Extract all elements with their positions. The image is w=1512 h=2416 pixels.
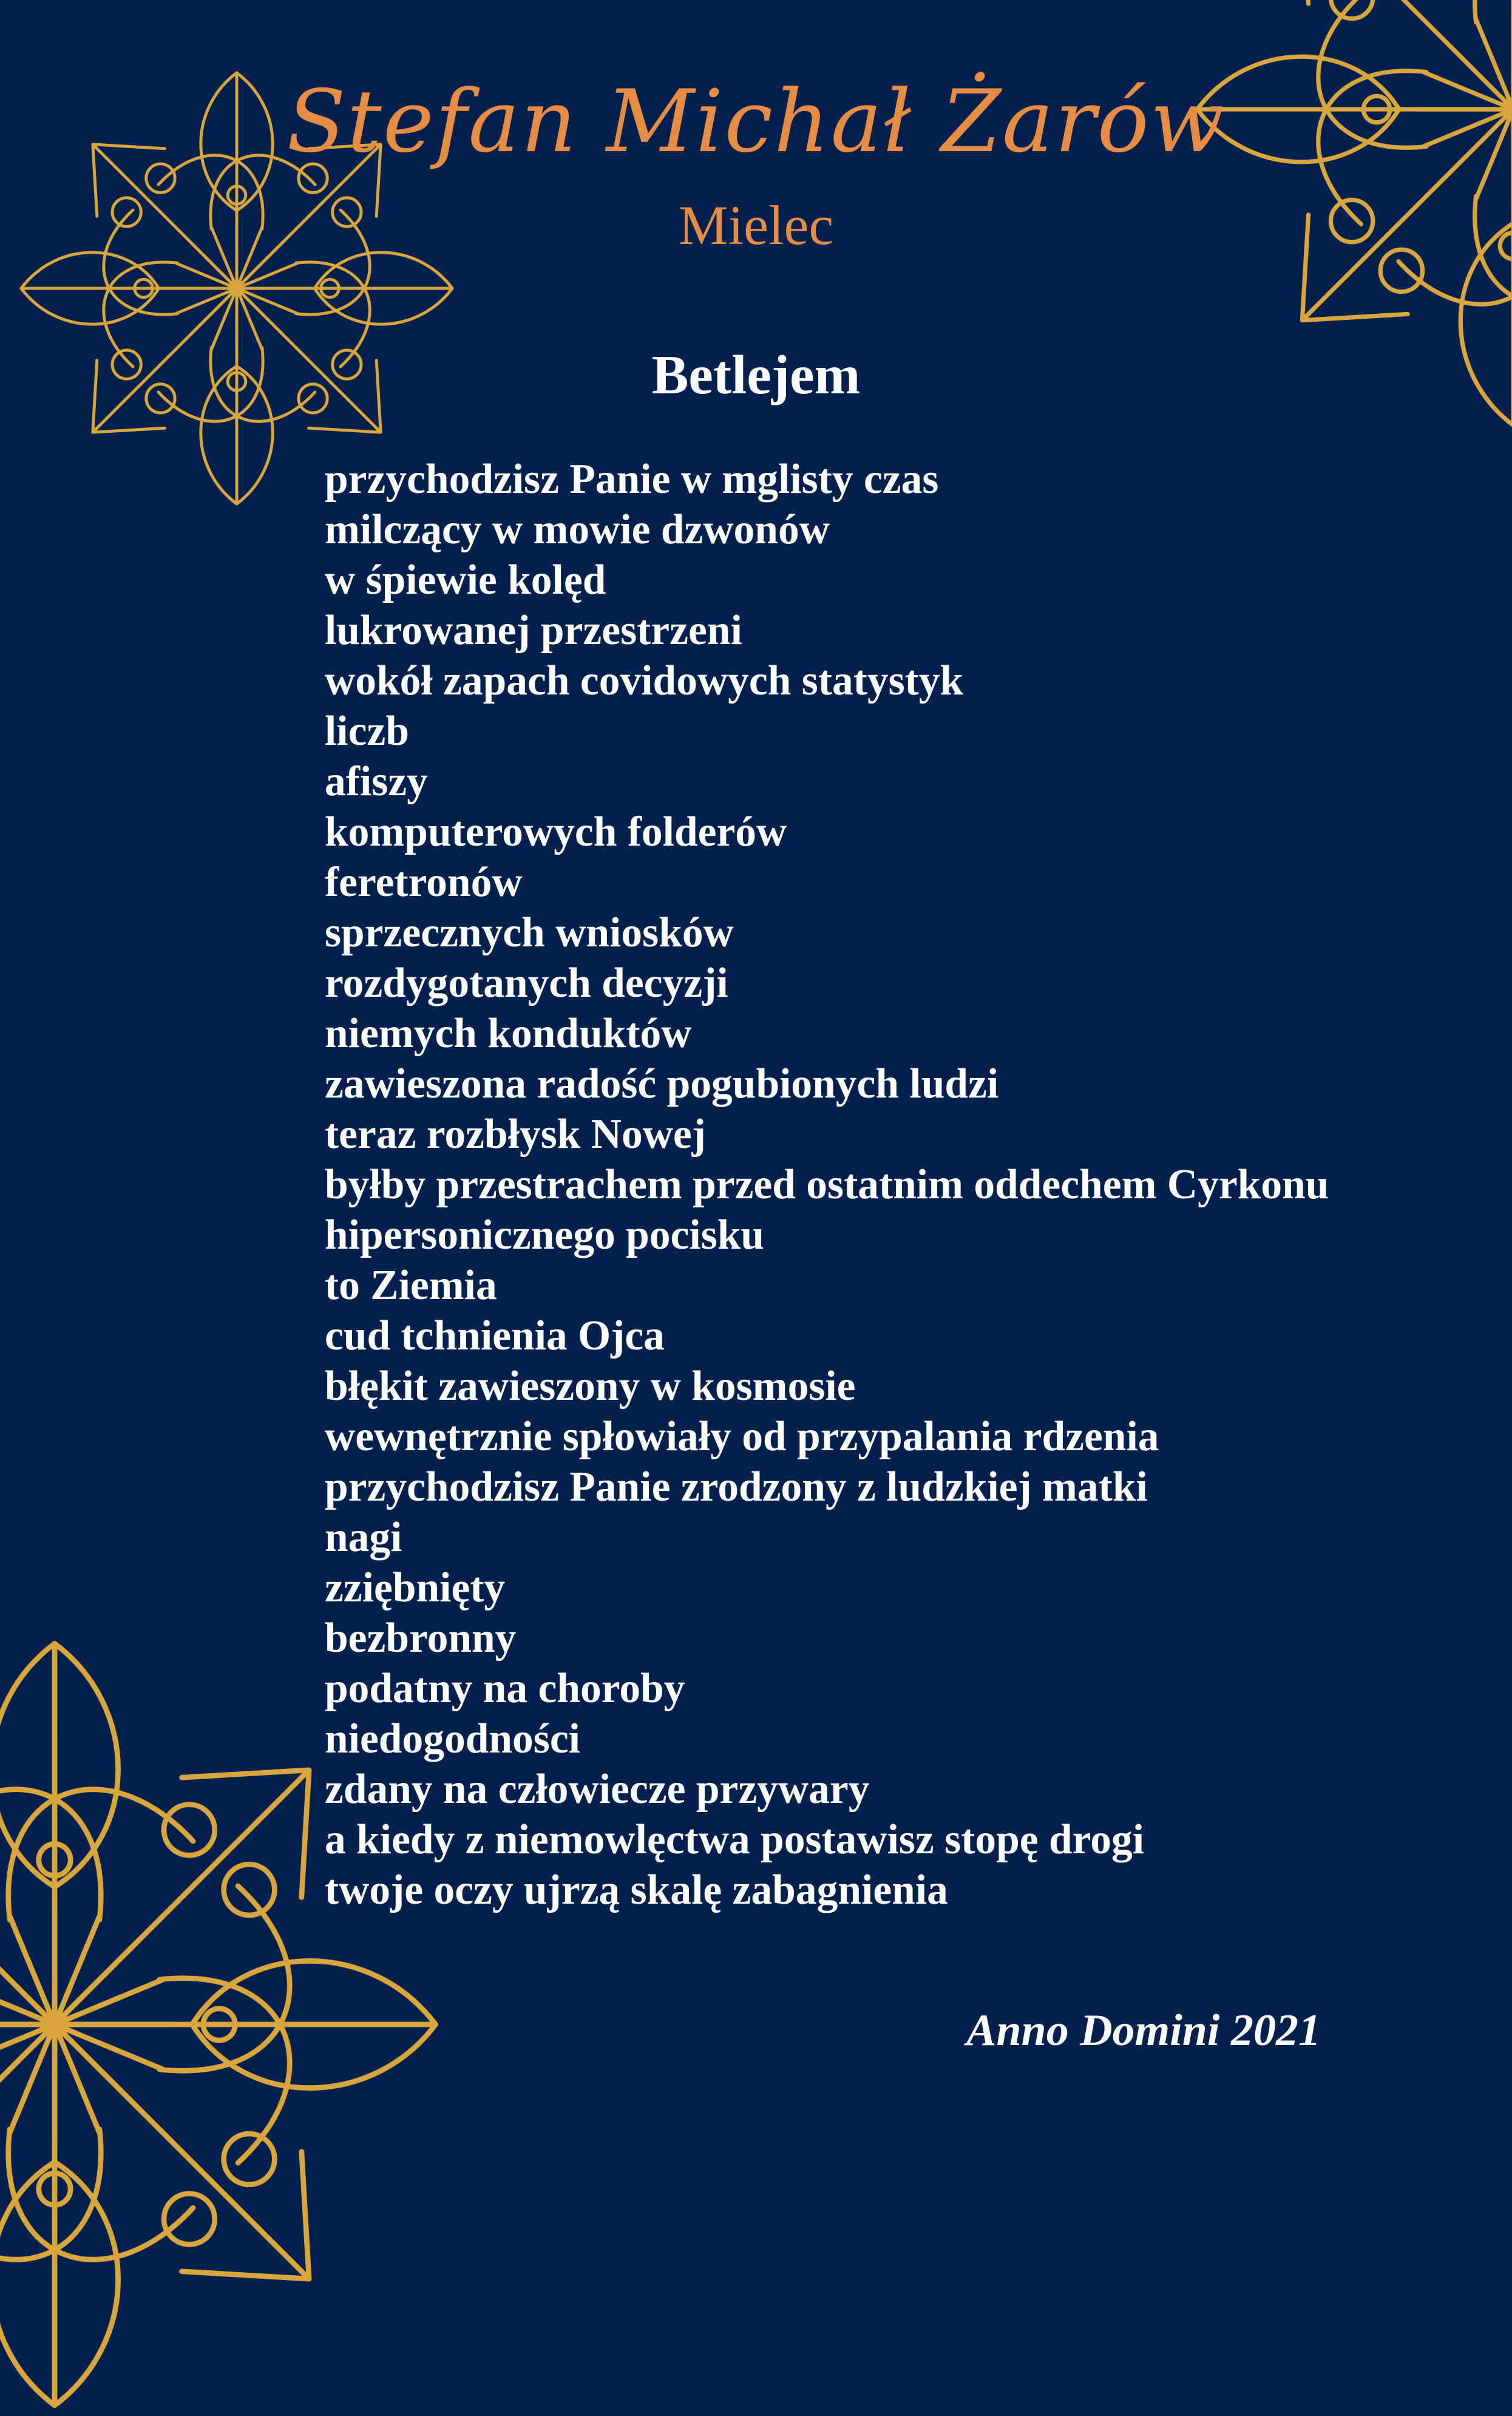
poem-line: rozdygotanych decyzji [325,960,728,1006]
poem-line: niemych konduktów [325,1010,692,1057]
poem-line: lukrowanej przestrzeni [325,607,742,654]
poem-line: przychodzisz Panie zrodzony z ludzkiej matki [325,1464,1148,1510]
poem-line: a kiedy z niemowlęctwa postawisz stopę drogi [325,1816,1145,1863]
poem-line: niedogodności [325,1715,580,1762]
poem-line: feretronów [325,859,523,906]
poem-line: zawieszona radość pogubionych ludzi [325,1060,999,1107]
author-city: Mielec [678,194,834,256]
poem-line: wewnętrznie spłowiały od przypalania rdzenia [325,1413,1159,1460]
poem-line: w śpiewie kolęd [325,557,606,603]
poem-line: to Ziemia [325,1262,497,1309]
poem-line: afiszy [325,758,428,805]
poem-line: cud tchnienia Ojca [325,1312,665,1359]
poem-line: milczący w mowie dzwonów [325,506,830,553]
date-signature: Anno Domini 2021 [966,2006,1321,2055]
poem-line: twoje oczy ujrzą skalę zabagnienia [325,1867,948,1913]
poem-line: byłby przestrachem przed ostatnim oddechem Cyrkonu [325,1161,1329,1208]
author-name: Stefan Michał Żarów [286,72,1226,172]
poem-line: hipersonicznego pocisku [325,1212,765,1258]
poem-line: zziębnięty [325,1564,506,1611]
poem-line: zdany na człowiecze przywary [325,1766,870,1813]
poem-line: teraz rozbłysk Nowej [325,1111,706,1158]
poem-line: komputerowych folderów [325,809,787,855]
poem-line: wokół zapach covidowych statystyk [325,657,964,704]
poem-line: sprzecznych wniosków [325,909,734,956]
poem-line: liczb [325,708,409,755]
poem-line: przychodzisz Panie w mglisty czas [325,456,939,503]
poem-line: błękit zawieszony w kosmosie [325,1363,856,1410]
poem-body [325,454,1329,1915]
poem-title: Betlejem [651,344,861,405]
poem-line: podatny na choroby [325,1665,685,1712]
poem-line: nagi [325,1514,402,1561]
poem-line: bezbronny [325,1615,517,1661]
